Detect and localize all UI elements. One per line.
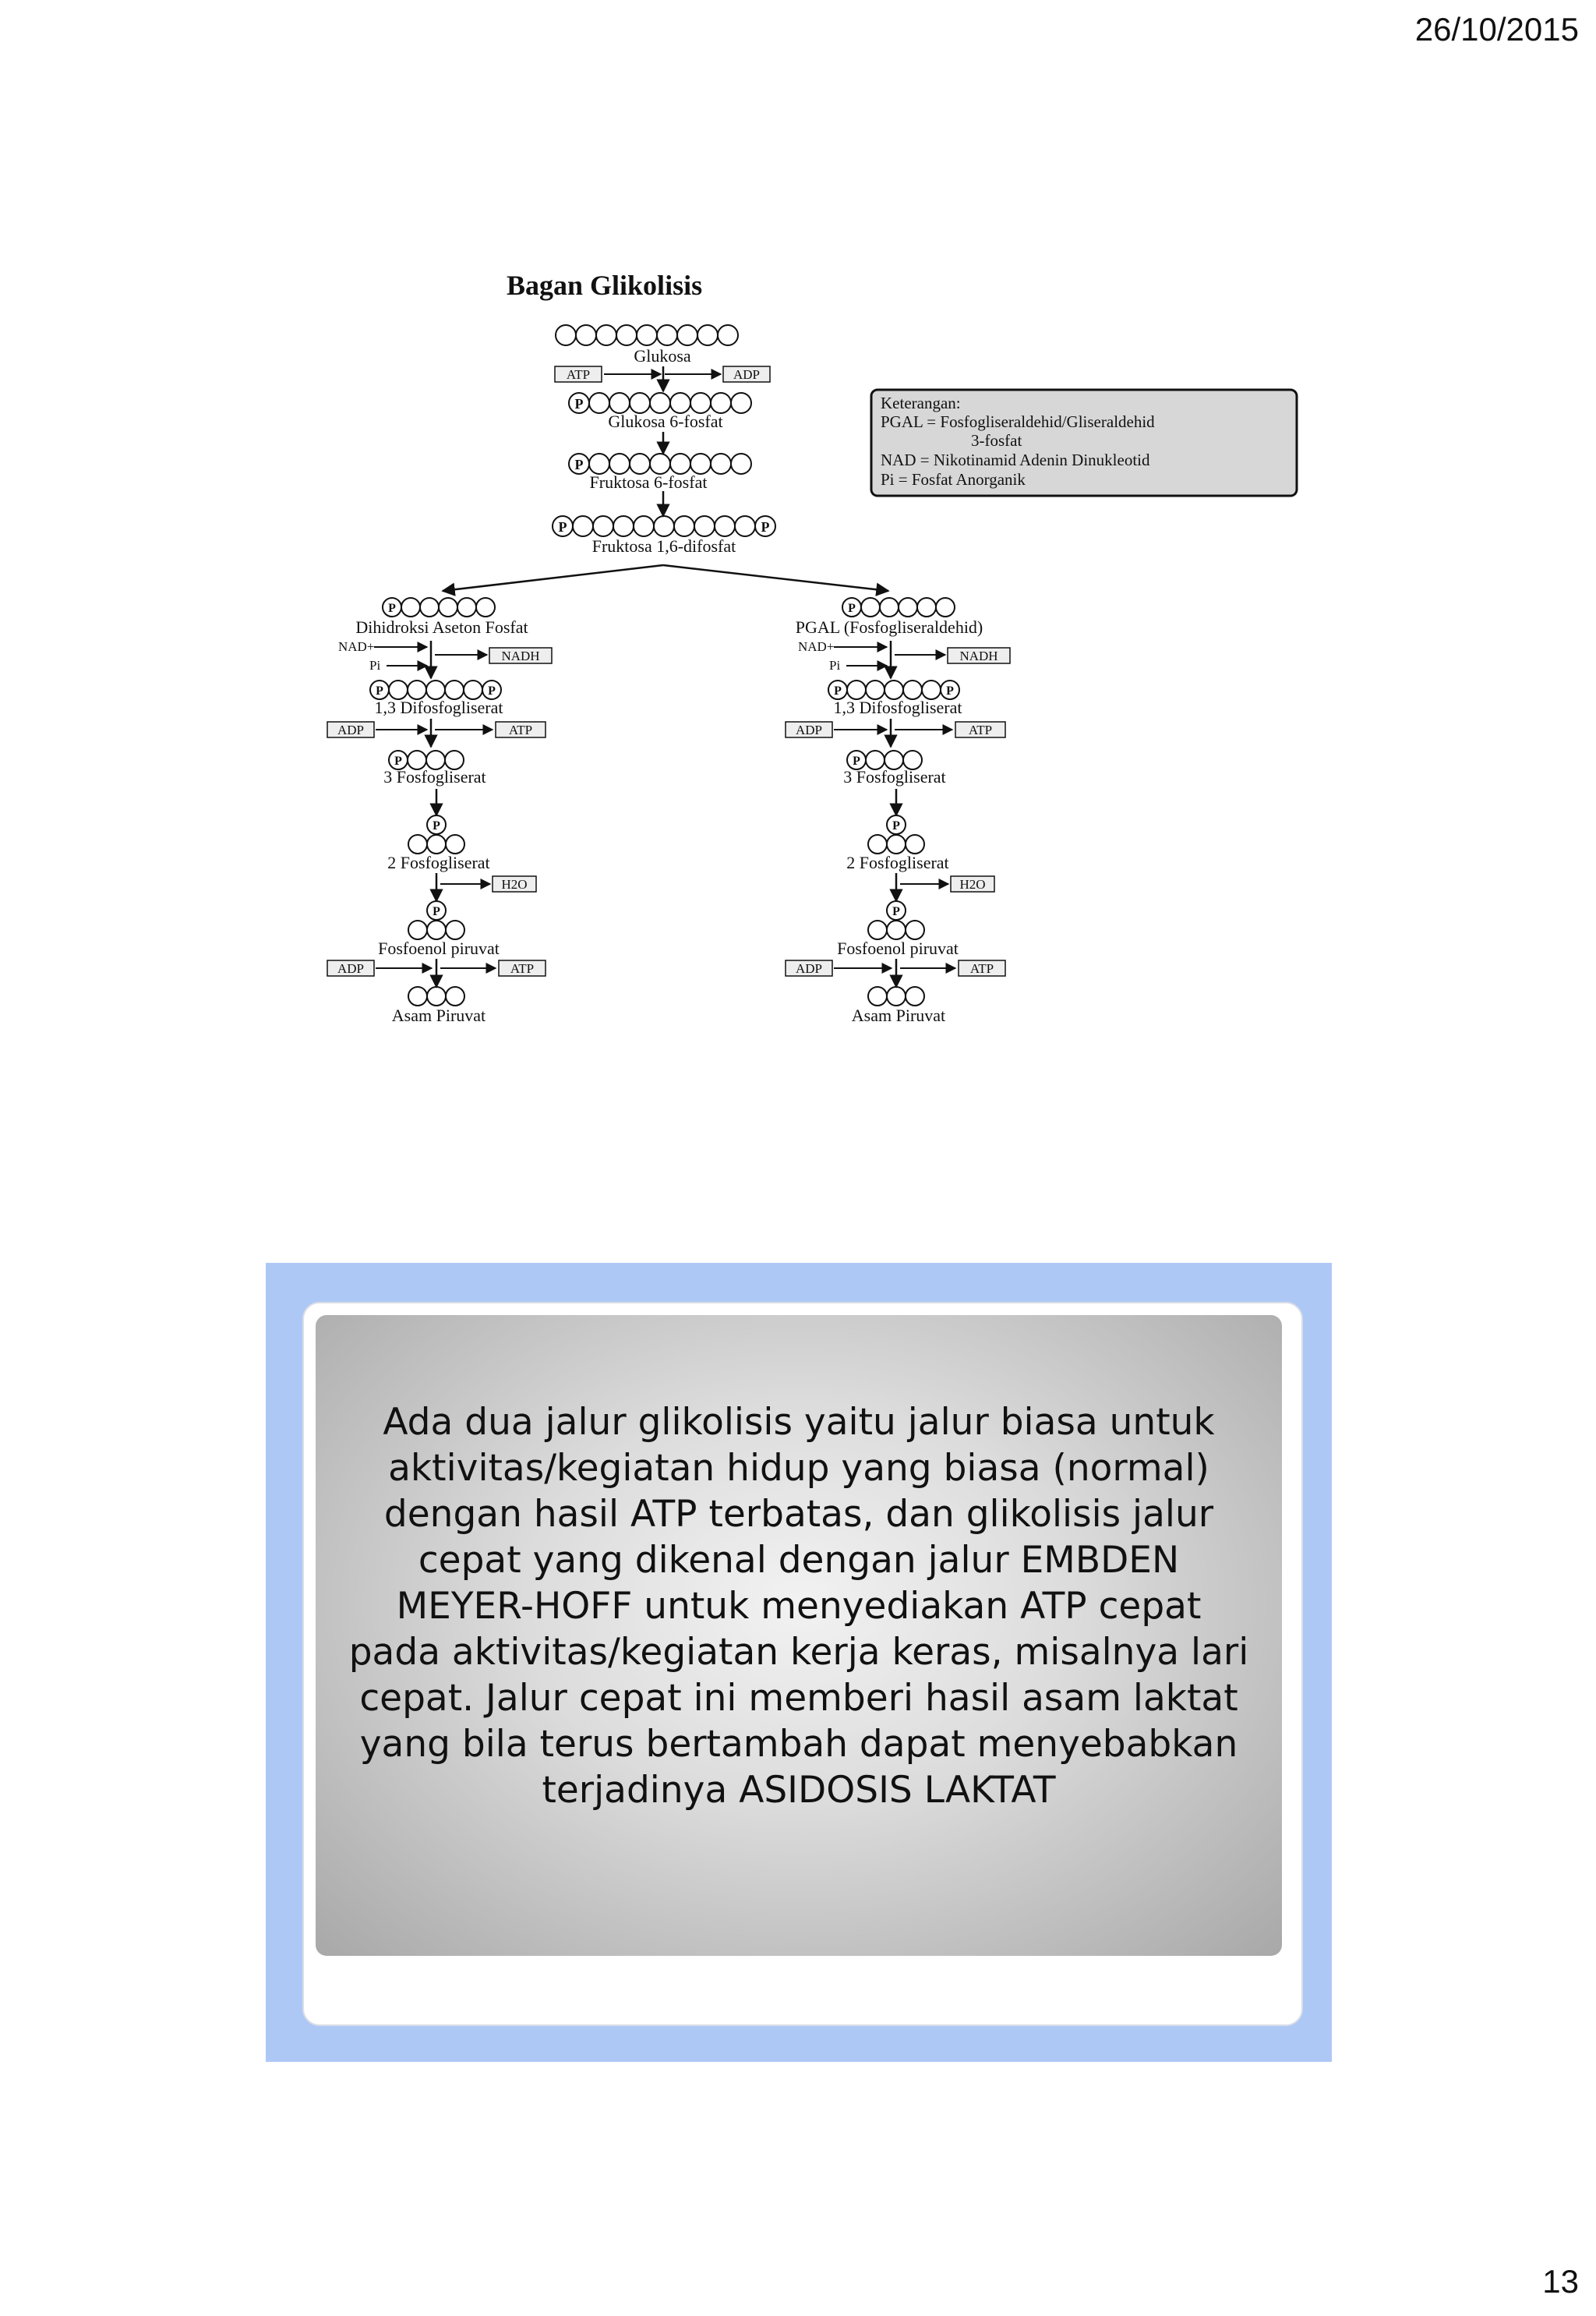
page-number: 13 (1542, 2263, 1579, 2300)
split-arrow-right (663, 565, 888, 591)
svg-text:P: P (574, 396, 584, 412)
left-start-label: Dihidroksi Aseton Fosfat (355, 617, 528, 637)
right-s4-label: Fosfoenol piruvat (837, 939, 959, 958)
legend-box (871, 390, 1297, 496)
left-nadh-label: NADH (501, 649, 540, 663)
right-pi-label: Pi (829, 658, 841, 673)
left-s1-label: 1,3 Difosfogliserat (374, 698, 503, 717)
left-2-fosfogliserat-molecule (408, 815, 464, 854)
right-s2-label: 3 Fosfogliserat (843, 767, 946, 787)
left-h2o-label: H2O (501, 877, 528, 892)
svg-text:P: P (433, 905, 440, 918)
fruktosa-6-fosfat-label: Fruktosa 6-fosfat (589, 472, 708, 492)
slide-text: Ada dua jalur glikolisis yaitu jalur biasa untuk aktivitas/kegiatan hidup yang biasa (normal) dengan hasil ATP terbatas, dan glikolisis jalur cepat yang dikenal dengan jalur EMBDEN MEYER-HOFF untuk menyediakan ATP cepat pada aktivitas/kegiatan kerja keras, misalnya lari cepat. Jalur cepat ini memberi hasil asam laktat yang bila terus bertambah dapat menyebabkan terjadinya ASIDOSIS LAKTAT (348, 1401, 1249, 1812)
svg-text:P: P (853, 755, 860, 768)
slide-card (302, 1302, 1303, 2026)
left-atp2-label: ATP (510, 961, 535, 976)
left-pi-label: Pi (369, 658, 381, 673)
adp-label: ADP (733, 367, 761, 382)
svg-text:P: P (892, 905, 900, 918)
text-box (316, 1315, 1282, 1956)
svg-text:P: P (433, 819, 440, 833)
right-atp2-label: ATP (969, 961, 994, 976)
legend-pi: Pi = Fosfat Anorganik (881, 470, 1026, 489)
left-end-label: Asam Piruvat (391, 1006, 486, 1025)
svg-text:P: P (574, 457, 584, 472)
right-s3-label: 2 Fosfogliserat (846, 853, 949, 872)
legend-nad: NAD = Nikotinamid Adenin Dinukleotid (881, 451, 1150, 469)
svg-text:P: P (388, 602, 396, 615)
svg-text:P: P (848, 602, 856, 615)
left-s4-label: Fosfoenol piruvat (378, 939, 500, 958)
glukosa-label: Glukosa (634, 346, 691, 366)
right-s1-label: 1,3 Difosfogliserat (833, 698, 962, 717)
left-adp2-label: ADP (337, 961, 365, 976)
slide-panel (266, 1263, 1332, 2062)
left-asam-piruvat-molecule (408, 987, 464, 1006)
left-s2-label: 3 Fosfogliserat (383, 767, 486, 787)
slide-date: 26/10/2015 (1414, 11, 1579, 48)
right-asam-piruvat-molecule (868, 987, 924, 1006)
left-adp1-label: ADP (337, 723, 365, 737)
right-adp2-label: ADP (795, 961, 823, 976)
right-nadh-label: NADH (959, 649, 998, 663)
diagram-title: Bagan Glikolisis (507, 270, 703, 301)
right-branch (786, 598, 1010, 1025)
atp-label: ATP (566, 367, 591, 382)
legend-heading: Keterangan: (881, 394, 961, 412)
svg-text:P: P (892, 819, 900, 833)
right-13-difosfogliserat-molecule (828, 681, 959, 699)
svg-text:P: P (946, 684, 954, 698)
glukosa-6-fosfat-molecule (569, 393, 751, 413)
svg-text:P: P (558, 519, 567, 535)
left-s3-label: 2 Fosfogliserat (387, 853, 490, 872)
left-branch (327, 598, 552, 1025)
split-arrow-left (443, 565, 663, 591)
left-atp1-label: ATP (508, 723, 533, 737)
right-atp1-label: ATP (968, 723, 993, 737)
right-nad-label: NAD+ (798, 639, 835, 654)
right-adp1-label: ADP (795, 723, 823, 737)
glukosa-molecule (556, 325, 738, 345)
right-start-label: PGAL (Fosfogliseraldehid) (795, 617, 983, 637)
dihidroksi-aseton-fosfat-molecule (383, 598, 495, 617)
left-fosfoenol-piruvat-molecule (408, 901, 464, 939)
fruktosa-6-fosfat-molecule (569, 454, 751, 474)
svg-text:P: P (376, 684, 383, 698)
right-end-label: Asam Piruvat (851, 1006, 946, 1025)
left-nad-label: NAD+ (338, 639, 375, 654)
svg-text:P: P (761, 519, 770, 535)
right-fosfoenol-piruvat-molecule (868, 901, 924, 939)
fruktosa-16-difosfat-label: Fruktosa 1,6-difosfat (591, 536, 736, 556)
right-h2o-label: H2O (959, 877, 986, 892)
right-2-fosfogliserat-molecule (868, 815, 924, 854)
svg-text:P: P (488, 684, 496, 698)
svg-text:P: P (834, 684, 842, 698)
fruktosa-16-difosfat-molecule (553, 516, 775, 536)
left-13-difosfogliserat-molecule (370, 681, 501, 699)
legend-pgal: PGAL = Fosfogliseraldehid/Gliseraldehid (881, 412, 1155, 431)
svg-text:P: P (394, 755, 402, 768)
legend-pgal-cont: 3-fosfat (971, 431, 1022, 450)
pgal-molecule (842, 598, 955, 617)
glycolysis-diagram (0, 0, 1596, 1045)
glukosa-6-fosfat-label: Glukosa 6-fosfat (608, 412, 723, 431)
